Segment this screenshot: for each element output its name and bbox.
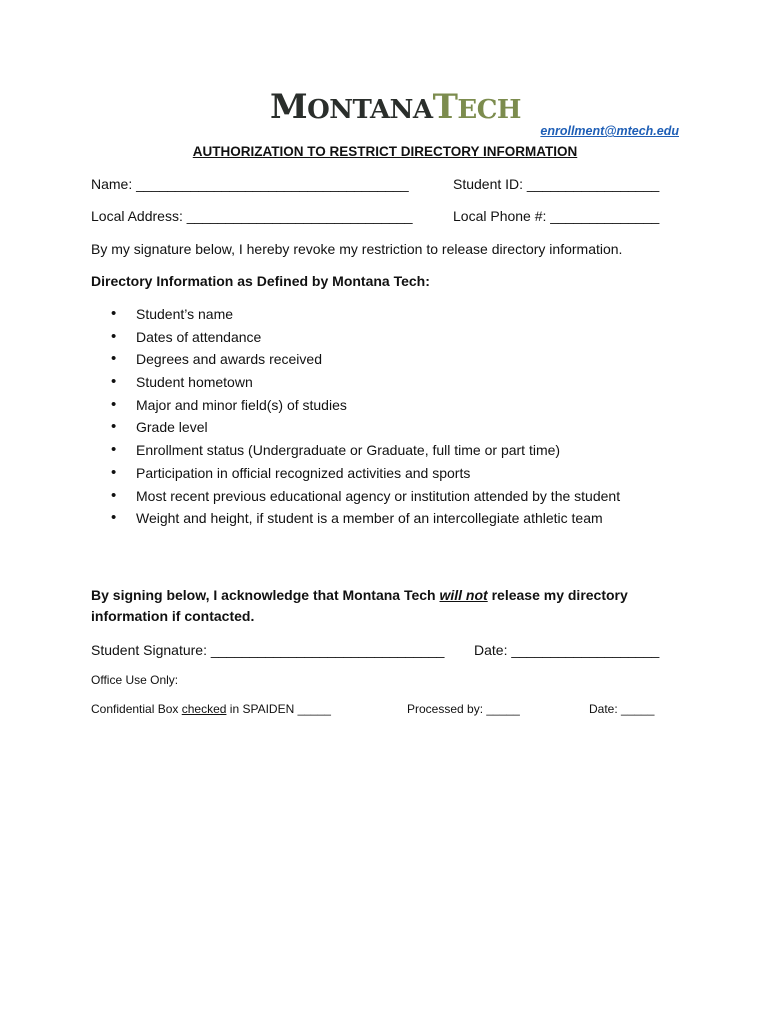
- form-title: AUTHORIZATION TO RESTRICT DIRECTORY INFORMATION: [192, 144, 578, 159]
- confidential-box-line: Confidential Box checked in SPAIDEN _____: [91, 702, 331, 716]
- student-id-field: Student ID: _________________: [453, 176, 660, 192]
- will-not-emphasis: will not: [439, 587, 488, 603]
- list-item: • Participation in official recognized activities and sports: [91, 463, 620, 486]
- revoke-statement: By my signature below, I hereby revoke my restriction to release directory information.: [91, 241, 623, 257]
- processed-by-line: Processed by: _____: [407, 702, 520, 716]
- acknowledgement-statement: By signing below, I acknowledge that Montana Tech will not release my directory information if contacted.: [91, 587, 628, 624]
- montana-tech-logo: MONTANATECH: [270, 87, 521, 127]
- list-item: • Weight and height, if student is a member of an intercollegiate athletic team: [91, 508, 620, 531]
- student-signature-line: Student Signature: ______________________________: [91, 642, 445, 658]
- list-item: • Most recent previous educational agency or institution attended by the student: [91, 486, 620, 509]
- local-phone-field: Local Phone #: ______________: [453, 208, 660, 224]
- local-address-field: Local Address: _____________________________: [91, 208, 413, 224]
- list-item: • Student hometown: [91, 372, 620, 395]
- name-field: Name: ___________________________________: [91, 176, 409, 192]
- enrollment-email-link[interactable]: enrollment@mtech.edu: [540, 124, 679, 138]
- directory-heading: Directory Information as Defined by Montana Tech:: [91, 273, 430, 289]
- office-date-line: Date: _____: [589, 702, 655, 716]
- list-item: • Major and minor field(s) of studies: [91, 395, 620, 418]
- list-item: • Grade level: [91, 417, 620, 440]
- list-item: • Student’s name: [91, 304, 620, 327]
- list-item: • Enrollment status (Undergraduate or Graduate, full time or part time): [91, 440, 620, 463]
- directory-items-list: [91, 304, 620, 531]
- signature-date-line: Date: ___________________: [474, 642, 660, 658]
- office-use-label: Office Use Only:: [91, 673, 179, 687]
- list-item: • Degrees and awards received: [91, 349, 620, 372]
- list-item: • Dates of attendance: [91, 327, 620, 350]
